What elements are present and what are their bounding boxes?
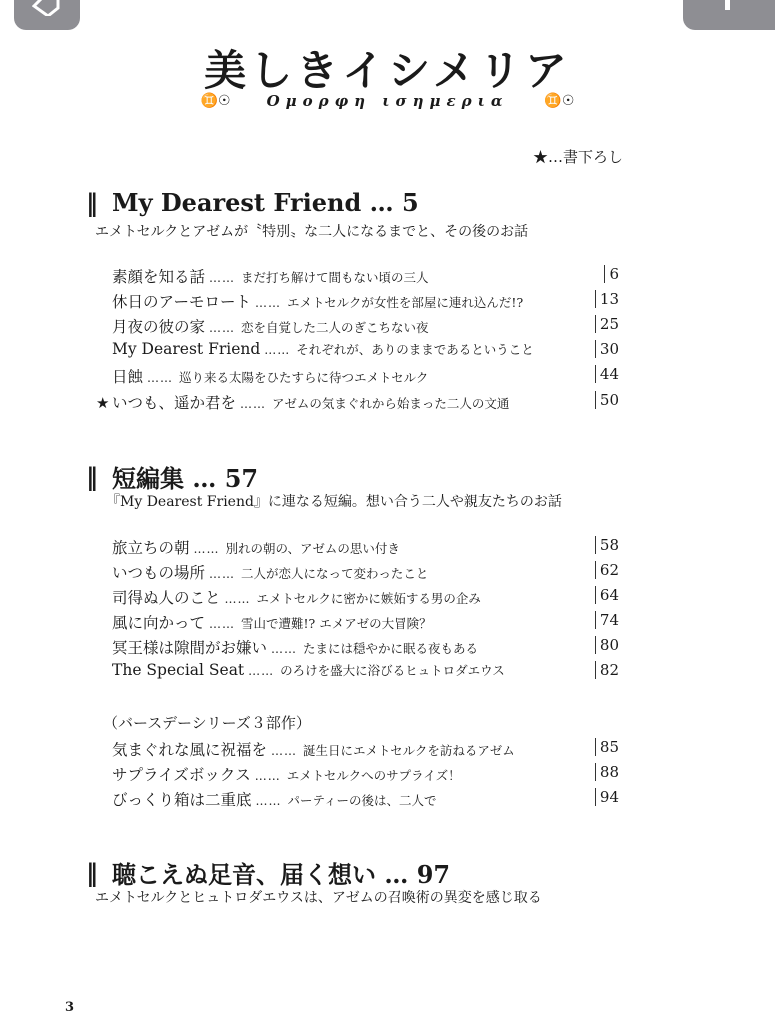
toc-entry[interactable] <box>96 365 619 389</box>
entry-title: 冥王様は隙間がお嫌い <box>112 639 268 657</box>
leader-dots: …… <box>255 296 282 310</box>
section-title: 聴こえぬ足音、届く想い … 97 <box>112 860 451 889</box>
leader-dots: …… <box>254 769 281 783</box>
entry-page: 44 <box>595 365 619 383</box>
plus-icon <box>725 0 730 10</box>
section-description: 『My Dearest Friend』に連なる短編。想い合う二人や親友たちのお話 <box>106 494 562 510</box>
leader-dots: …… <box>147 371 174 385</box>
page-number: 3 <box>65 1000 75 1015</box>
entry-title: My Dearest Friend <box>112 340 261 358</box>
entry-title: 月夜の彼の家 <box>112 318 206 336</box>
entry-description: 二人が恋人になって変わったこと <box>241 566 429 581</box>
toc-entry[interactable] <box>96 290 619 314</box>
toc-entry[interactable] <box>96 315 619 339</box>
entry-description: エメトセルクが女性を部屋に連れ込んだ!? <box>287 295 524 310</box>
entry-description: 別れの朝の、アゼムの思い付き <box>225 541 400 556</box>
leader-dots: …… <box>209 617 236 631</box>
leader-dots: …… <box>271 642 298 656</box>
entry-page: 30 <box>595 340 619 358</box>
section-description: エメトセルクとヒュトロダエウスは、アゼムの召喚術の異変を感じ取る <box>95 890 542 906</box>
entry-description: エメトセルクに密かに嫉妬する男の企み <box>256 591 481 606</box>
section-heading[interactable] <box>86 855 450 890</box>
tag-icon <box>32 0 62 16</box>
leader-dots: …… <box>209 321 236 335</box>
leader-dots: …… <box>209 271 236 285</box>
entry-title: 日蝕 <box>112 368 144 386</box>
entry-description: 恋を自覚した二人のぎこちない夜 <box>241 320 429 335</box>
entry-title: 司得ぬ人のこと <box>112 589 221 607</box>
entry-title: The Special Seat <box>112 661 245 679</box>
entry-description: 雪山で遭難!? エメアゼの大冒険？ <box>241 616 432 631</box>
entry-description: のろけを盛大に浴びるヒュトロダエウス <box>280 663 505 678</box>
entry-description: たまには穏やかに眠る夜もある <box>303 641 479 656</box>
entry-page: 13 <box>595 290 619 308</box>
leader-dots: …… <box>224 592 251 606</box>
entry-page: 94 <box>595 788 619 806</box>
entry-title: 素顔を知る話 <box>112 268 206 286</box>
toc-entry[interactable] <box>96 340 619 364</box>
entry-page: 82 <box>595 661 619 679</box>
leader-dots: …… <box>255 794 282 808</box>
entry-page: 50 <box>595 391 619 409</box>
entry-page: 25 <box>595 315 619 333</box>
toc-entry[interactable] <box>96 586 619 610</box>
entry-description: エメトセルクへのサプライズ！ <box>286 768 461 783</box>
section-bar: ‖ <box>86 858 98 887</box>
section-description: エメトセルクとアゼムが〝特別〟な二人になるまでと、その後のお話 <box>95 224 529 240</box>
entry-page: 58 <box>595 536 619 554</box>
book-title: 美しきイシメリア <box>204 46 571 95</box>
section-heading[interactable] <box>86 459 258 494</box>
new-story-star: ★ <box>96 394 110 412</box>
entry-page: 6 <box>604 265 619 283</box>
leader-dots: …… <box>271 744 298 758</box>
entry-title: びっくり箱は二重底 <box>112 791 252 809</box>
entry-page: 74 <box>595 611 619 629</box>
entry-title: 気まぐれな風に祝福を <box>112 741 268 759</box>
gemini-sun-symbol-right: ♊☉ <box>544 93 575 109</box>
leader-dots: …… <box>264 343 291 357</box>
entry-title: いつも、遥か君を <box>112 394 237 412</box>
star-legend: ★…書下ろし <box>533 148 624 166</box>
toc-entry[interactable] <box>96 536 619 560</box>
toc-entry[interactable] <box>96 265 619 289</box>
entry-page: 62 <box>595 561 619 579</box>
toc-entry[interactable] <box>96 661 619 685</box>
toc-entry[interactable] <box>96 561 619 585</box>
toc-entry[interactable] <box>96 738 619 762</box>
toc-entry[interactable] <box>96 391 619 415</box>
entry-description: まだ打ち解けて間もない頃の三人 <box>241 270 429 285</box>
subgroup-label: （バースデーシリーズ３部作） <box>103 714 311 732</box>
leader-dots: …… <box>240 397 267 411</box>
toc-entry[interactable] <box>96 611 619 635</box>
section-bar: ‖ <box>86 462 98 491</box>
section-bar: ‖ <box>86 188 98 217</box>
entry-title: いつもの場所 <box>112 564 206 582</box>
entry-page: 85 <box>595 738 619 756</box>
entry-title: 休日のアーモロート <box>112 293 252 311</box>
entry-description: パーティーの後は、二人で <box>287 793 437 808</box>
toc-entry[interactable] <box>96 636 619 660</box>
entry-page: 88 <box>595 763 619 781</box>
entry-description: 巡り来る太陽をひたすらに待つエメトセルク <box>179 370 429 385</box>
entry-page: 64 <box>595 586 619 604</box>
add-tab[interactable] <box>683 0 775 30</box>
entry-description: アゼムの気まぐれから始まった二人の文通 <box>272 396 510 411</box>
leader-dots: …… <box>209 567 236 581</box>
entry-page: 80 <box>595 636 619 654</box>
leader-dots: …… <box>248 664 275 678</box>
gemini-sun-symbol-left: ♊☉ <box>200 93 231 109</box>
greek-subtitle: Ομορφη ισημερια <box>266 92 509 110</box>
leader-dots: …… <box>193 542 220 556</box>
entry-title: サプライズボックス <box>112 766 251 784</box>
bookmark-tab[interactable] <box>14 0 80 30</box>
toc-entry[interactable] <box>96 788 619 812</box>
entry-title: 旅立ちの朝 <box>112 539 190 557</box>
toc-entry[interactable] <box>96 763 619 787</box>
section-heading[interactable] <box>86 188 419 217</box>
book-subtitle <box>0 92 775 110</box>
entry-title: 風に向かって <box>112 614 206 632</box>
entry-description: 誕生日にエメトセルクを訪ねるアゼム <box>303 743 515 758</box>
entry-description: それぞれが、ありのままであるということ <box>296 342 534 357</box>
section-title: 短編集 … 57 <box>112 464 259 493</box>
section-title: My Dearest Friend … 5 <box>112 188 419 217</box>
